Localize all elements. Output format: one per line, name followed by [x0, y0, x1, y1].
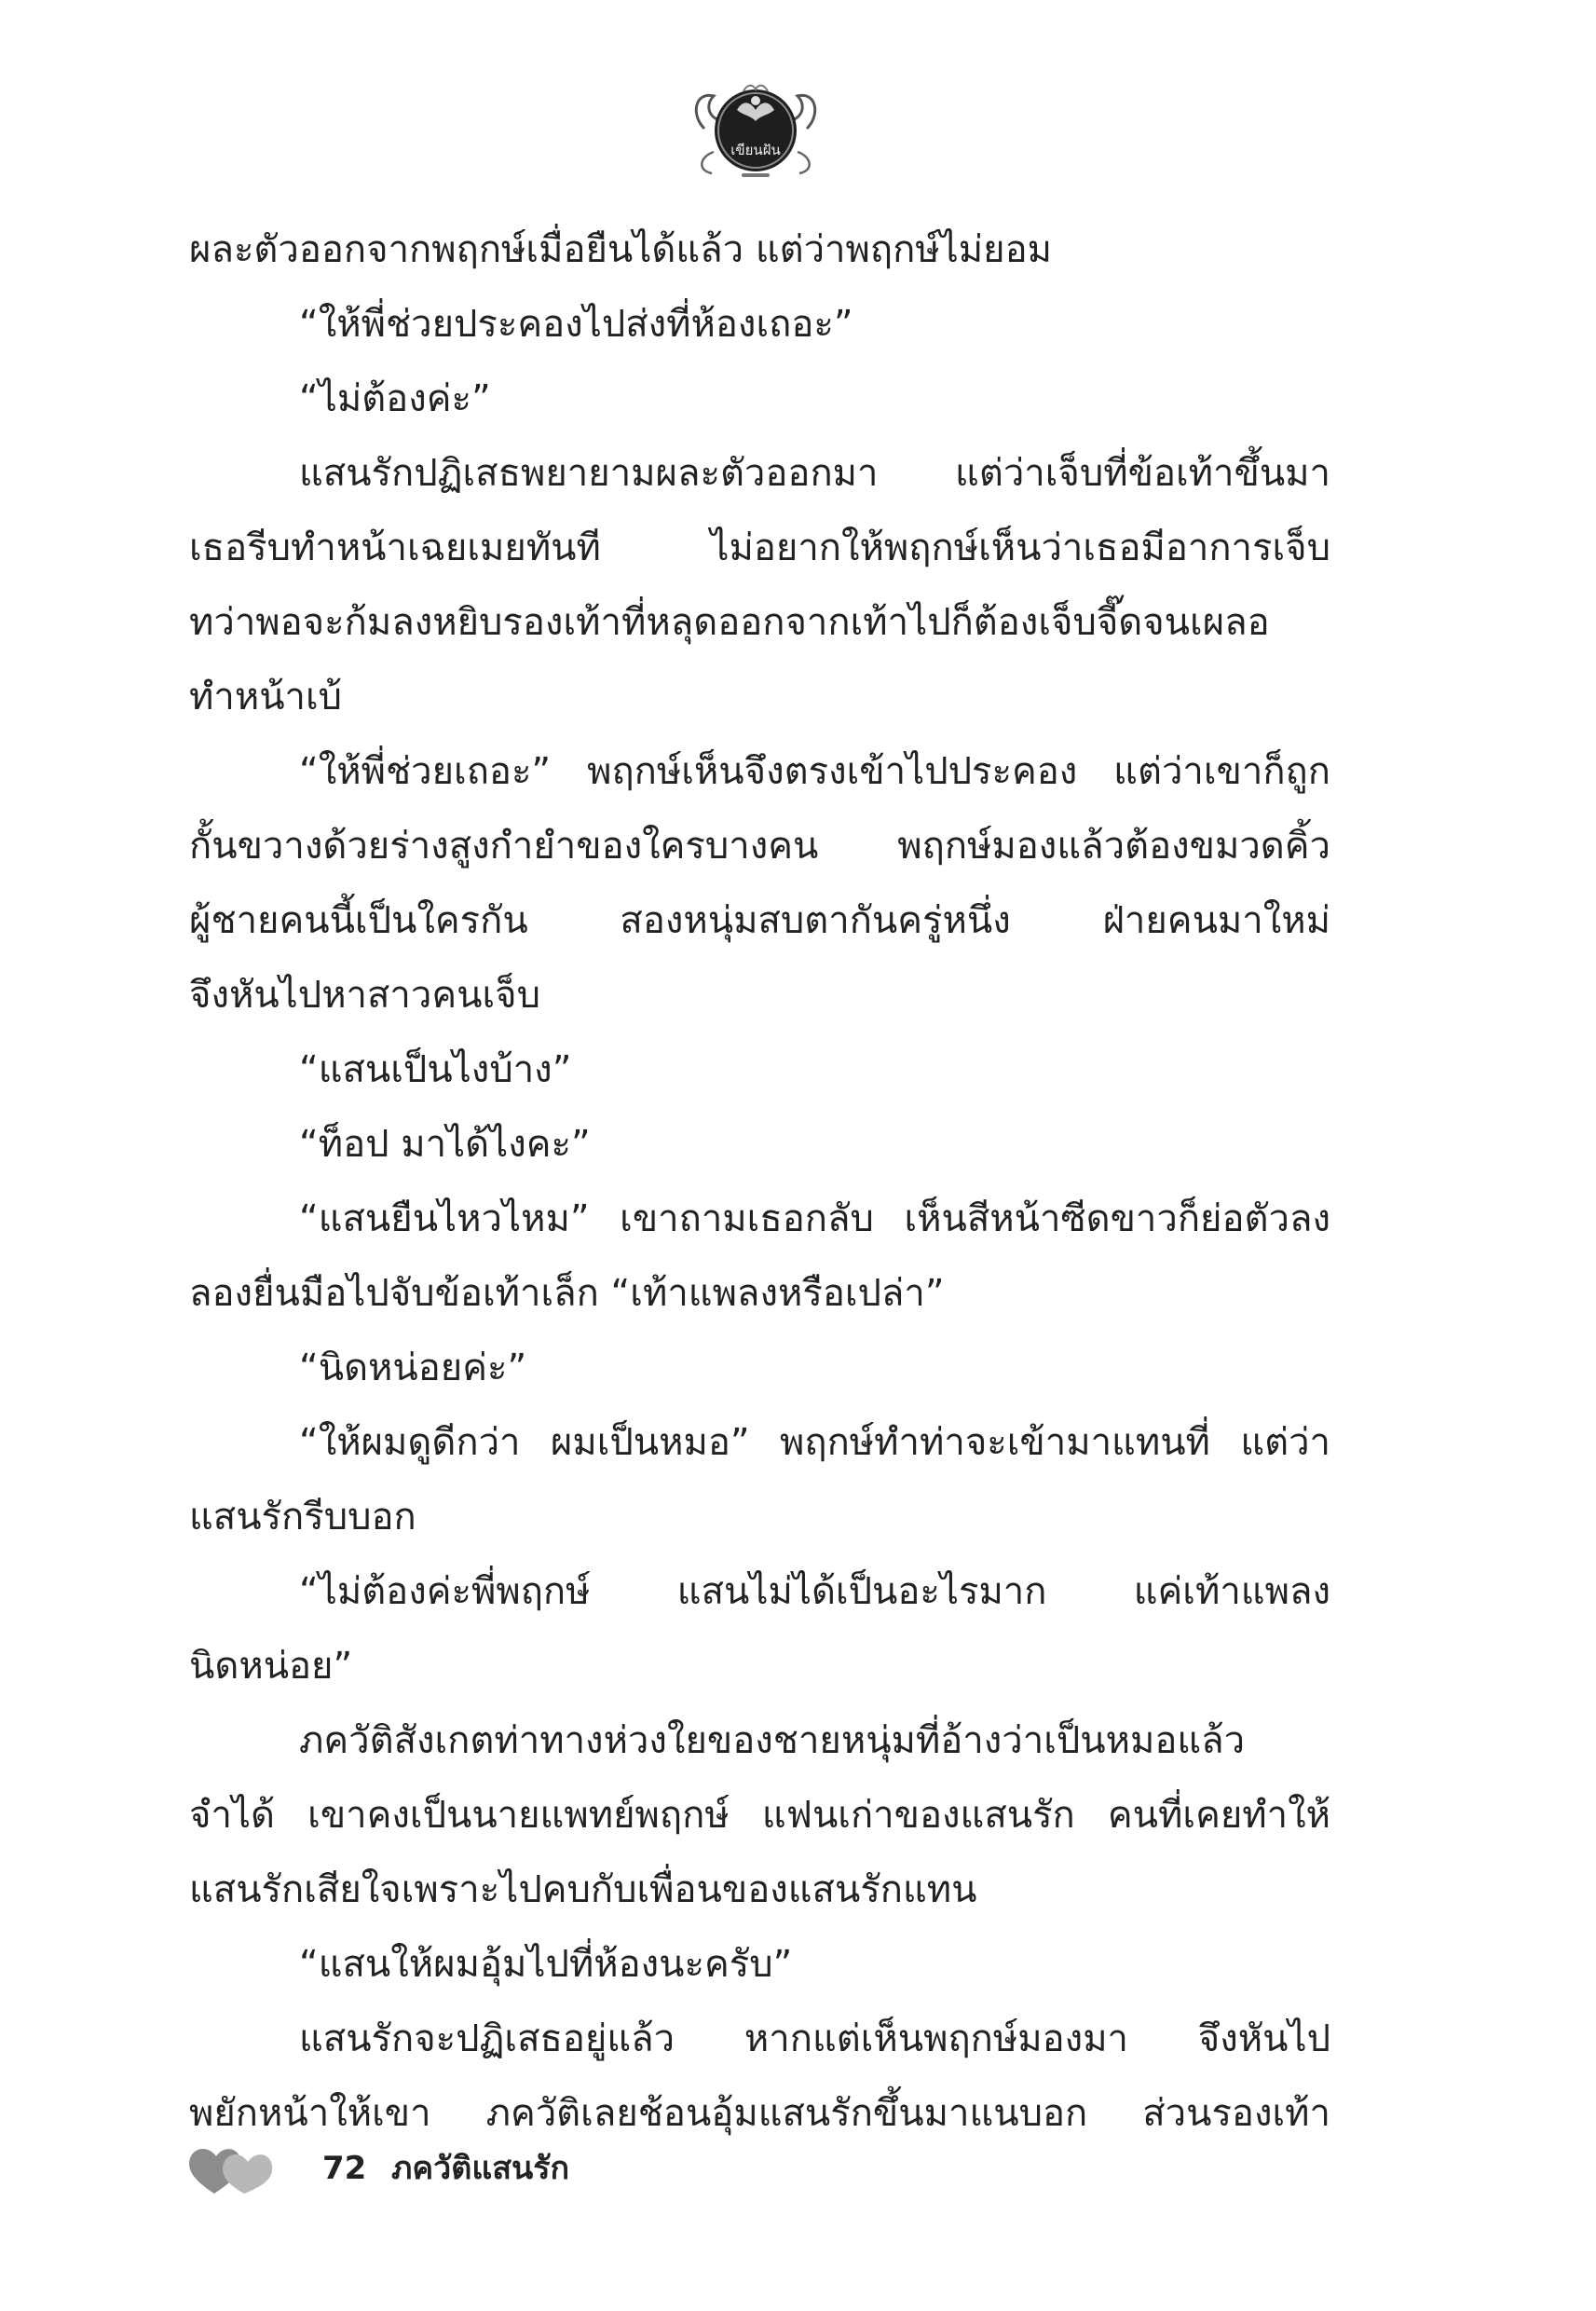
hearts-icon — [186, 2140, 280, 2197]
text-line: “นิดหน่อยค่ะ” — [299, 1347, 527, 1389]
text-line: “ท็อป มาได้ไงคะ” — [299, 1123, 591, 1166]
text-line: ทว่าพอจะก้มลงหยิบรองเท้าที่หลุดออกจากเท้าไปก็ต้องเจ็บจี๊ดจนเผลอ — [189, 601, 1270, 644]
text-line: “ไม่ต้องค่ะพี่พฤกษ์ แสนไม่ได้เป็นอะไรมาก แค่เท้าแพลง — [299, 1570, 1330, 1613]
text-line: ผละตัวออกจากพฤกษ์เมื่อยืนได้แล้ว แต่ว่าพฤกษ์ไม่ยอม — [189, 228, 1052, 271]
text-line: จำได้ เขาคงเป็นนายแพทย์พฤกษ์ แฟนเก่าของแสนรัก คนที่เคยทำให้ — [189, 1794, 1330, 1837]
text-line: แสนรักรีบบอก — [189, 1496, 416, 1538]
text-line: กั้นขวางด้วยร่างสูงกำยำของใครบางคน พฤกษ์มองแล้วต้องขมวดคิ้ว — [189, 825, 1330, 868]
text-line: นิดหน่อย” — [189, 1645, 353, 1688]
text-line: “แสนยืนไหวไหม” เขาถามเธอกลับ เห็นสีหน้าซีดขาวก็ย่อตัวลง — [299, 1197, 1330, 1240]
text-line: ภควัติสังเกตท่าทางห่วงใยของชายหนุ่มที่อ้างว่าเป็นหมอแล้ว — [299, 1719, 1246, 1762]
text-line: ผู้ชายคนนี้เป็นใครกัน สองหนุ่มสบตากันครู่หนึ่ง ฝ่ายคนมาใหม่ — [189, 899, 1330, 942]
text-line: “แสนให้ผมอุ้มไปที่ห้องนะครับ” — [299, 1943, 793, 1986]
page-number: 72 — [322, 2150, 367, 2187]
text-line: “ให้พี่ช่วยประคองไปส่งที่ห้องเถอะ” — [299, 303, 853, 346]
text-line: เธอรีบทำหน้าเฉยเมยทันที ไม่อยากให้พฤกษ์เห็นว่าเธอมีอาการเจ็บ — [189, 526, 1330, 569]
page-footer — [186, 2136, 745, 2201]
logo-text: เขียนฝัน — [730, 142, 781, 158]
text-line: ทำหน้าเบ้ — [189, 676, 343, 718]
text-line: แสนรักเสียใจเพราะไปคบกับเพื่อนของแสนรักแทน — [189, 1868, 977, 1911]
text-line: พยักหน้าให้เขา ภควัติเลยช้อนอุ้มแสนรักขึ้นมาแนบอก ส่วนรองเท้า — [189, 2092, 1330, 2135]
text-line: “ให้ผมดูดีกว่า ผมเป็นหมอ” พฤกษ์ทำท่าจะเข้ามาแทนที่ แต่ว่า — [299, 1421, 1330, 1464]
text-line: “แสนเป็นไงบ้าง” — [299, 1048, 572, 1091]
text-line: แสนรักปฏิเสธพยายามผละตัวออกมา แต่ว่าเจ็บที่ข้อเท้าขึ้นมา — [299, 452, 1330, 495]
body-text — [189, 212, 1330, 2151]
book-title: ภควัติแสนรัก — [391, 2150, 570, 2187]
text-line: จึงหันไปหาสาวคนเจ็บ — [189, 974, 540, 1017]
text-line: “ไม่ต้องค่ะ” — [299, 377, 491, 420]
text-line: แสนรักจะปฏิเสธอยู่แล้ว หากแต่เห็นพฤกษ์มองมา จึงหันไป — [299, 2017, 1330, 2060]
publisher-logo-icon — [686, 63, 825, 185]
publisher-logo — [686, 63, 825, 185]
text-line: “ให้พี่ช่วยเถอะ” พฤกษ์เห็นจึงตรงเข้าไปประคอง แต่ว่าเขาก็ถูก — [299, 750, 1330, 793]
text-line: ลองยื่นมือไปจับข้อเท้าเล็ก “เท้าแพลงหรือเปล่า” — [189, 1272, 945, 1315]
